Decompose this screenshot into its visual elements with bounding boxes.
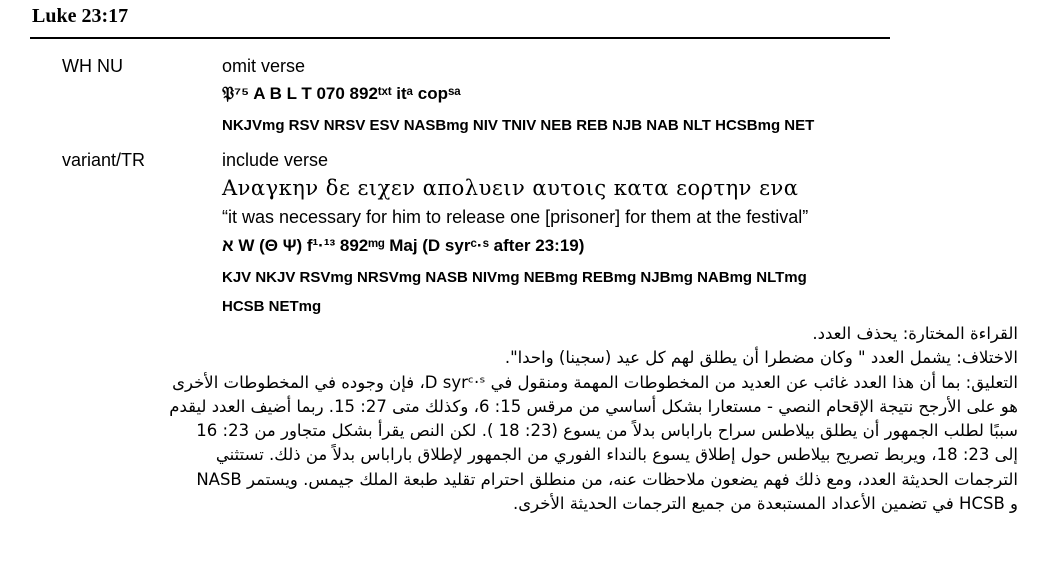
arabic-line: سببًا لطلب الجمهور أن يطلق بيلاطس سراح باراباس بدلاً من يسوع (23: 18 ). لكن النص يقرأ بشكل متجاور من 23: 16 [196, 421, 1018, 441]
arabic-line: هو على الأرجح نتيجة الإقحام النصي - مستعارا بشكل أساسي من مرقس 15: 6، وكذلك متى 27: 15. ربما أضيف العدد ليقدم [169, 396, 1018, 416]
entry-reading-include: include verse [222, 150, 329, 170]
english-translation: “it was necessary for him to release one [prisoner] for them at the festival” [222, 207, 809, 227]
heading-rule [30, 37, 890, 39]
page-title: Luke 23:17 [32, 5, 129, 27]
entry-manuscripts-include: א W (Θ Ψ) f¹·¹³ 892ᵐᵍ Maj (D syrᶜ·ˢ after 23:19) [222, 236, 585, 255]
arabic-line: و HCSB في تضمين الأعداد المستبعدة من جميع الترجمات الحديثة الأخرى. [513, 494, 1018, 514]
entry-reading-omit: omit verse [222, 56, 306, 76]
entry-manuscripts-omit: 𝔓⁷⁵ A B L T 070 892ᵗˣᵗ itᵃ copˢᵃ [222, 84, 461, 103]
arabic-line: الترجمات الحديثة العدد، ومع ذلك فهم يضعون ملاحظات عنه، من منطلق احترام تقليد طبعة الملك جيمس. ويستمر NASB [196, 469, 1018, 489]
entry-versions-include-line1: KJV NKJV RSVmg NRSVmg NASB NIVmg NEBmg REBmg NJBmg NABmg NLTmg [222, 269, 807, 286]
arabic-commentary [18, 322, 1018, 516]
arabic-line: التعليق: بما أن هذا العدد غائب عن العديد من المخطوطات المهمة ومنقول في D syrᶜ·ˢ، فإن وجوده في المخطوطات الأخرى [172, 372, 1018, 392]
entry-versions-omit: NKJVmg RSV NRSV ESV NASBmg NIV TNIV NEB REB NJB NAB NLT HCSBmg NET [222, 117, 815, 134]
greek-text: Αναγκην δε ειχεν απολυειν αυτοις κατα εορτην ενα [222, 176, 799, 200]
entry-label-wh-nu: WH NU [62, 56, 123, 76]
arabic-line: الاختلاف: يشمل العدد " وكان مضطرا أن يطلق لهم كل عيد (سجينا) واحدا". [504, 348, 1018, 368]
entry-versions-include-line2: HCSB NETmg [222, 298, 322, 315]
arabic-line: إلى 23: 18، ويربط تصريح بيلاطس حول إطلاق يسوع بالنداء الفوري من الجمهور لإطلاق باراباس بدلاً من ذلك. تستثني [215, 445, 1018, 465]
arabic-line: القراءة المختارة: يحذف العدد. [812, 324, 1018, 343]
entry-label-variant-tr: variant/TR [62, 150, 146, 170]
